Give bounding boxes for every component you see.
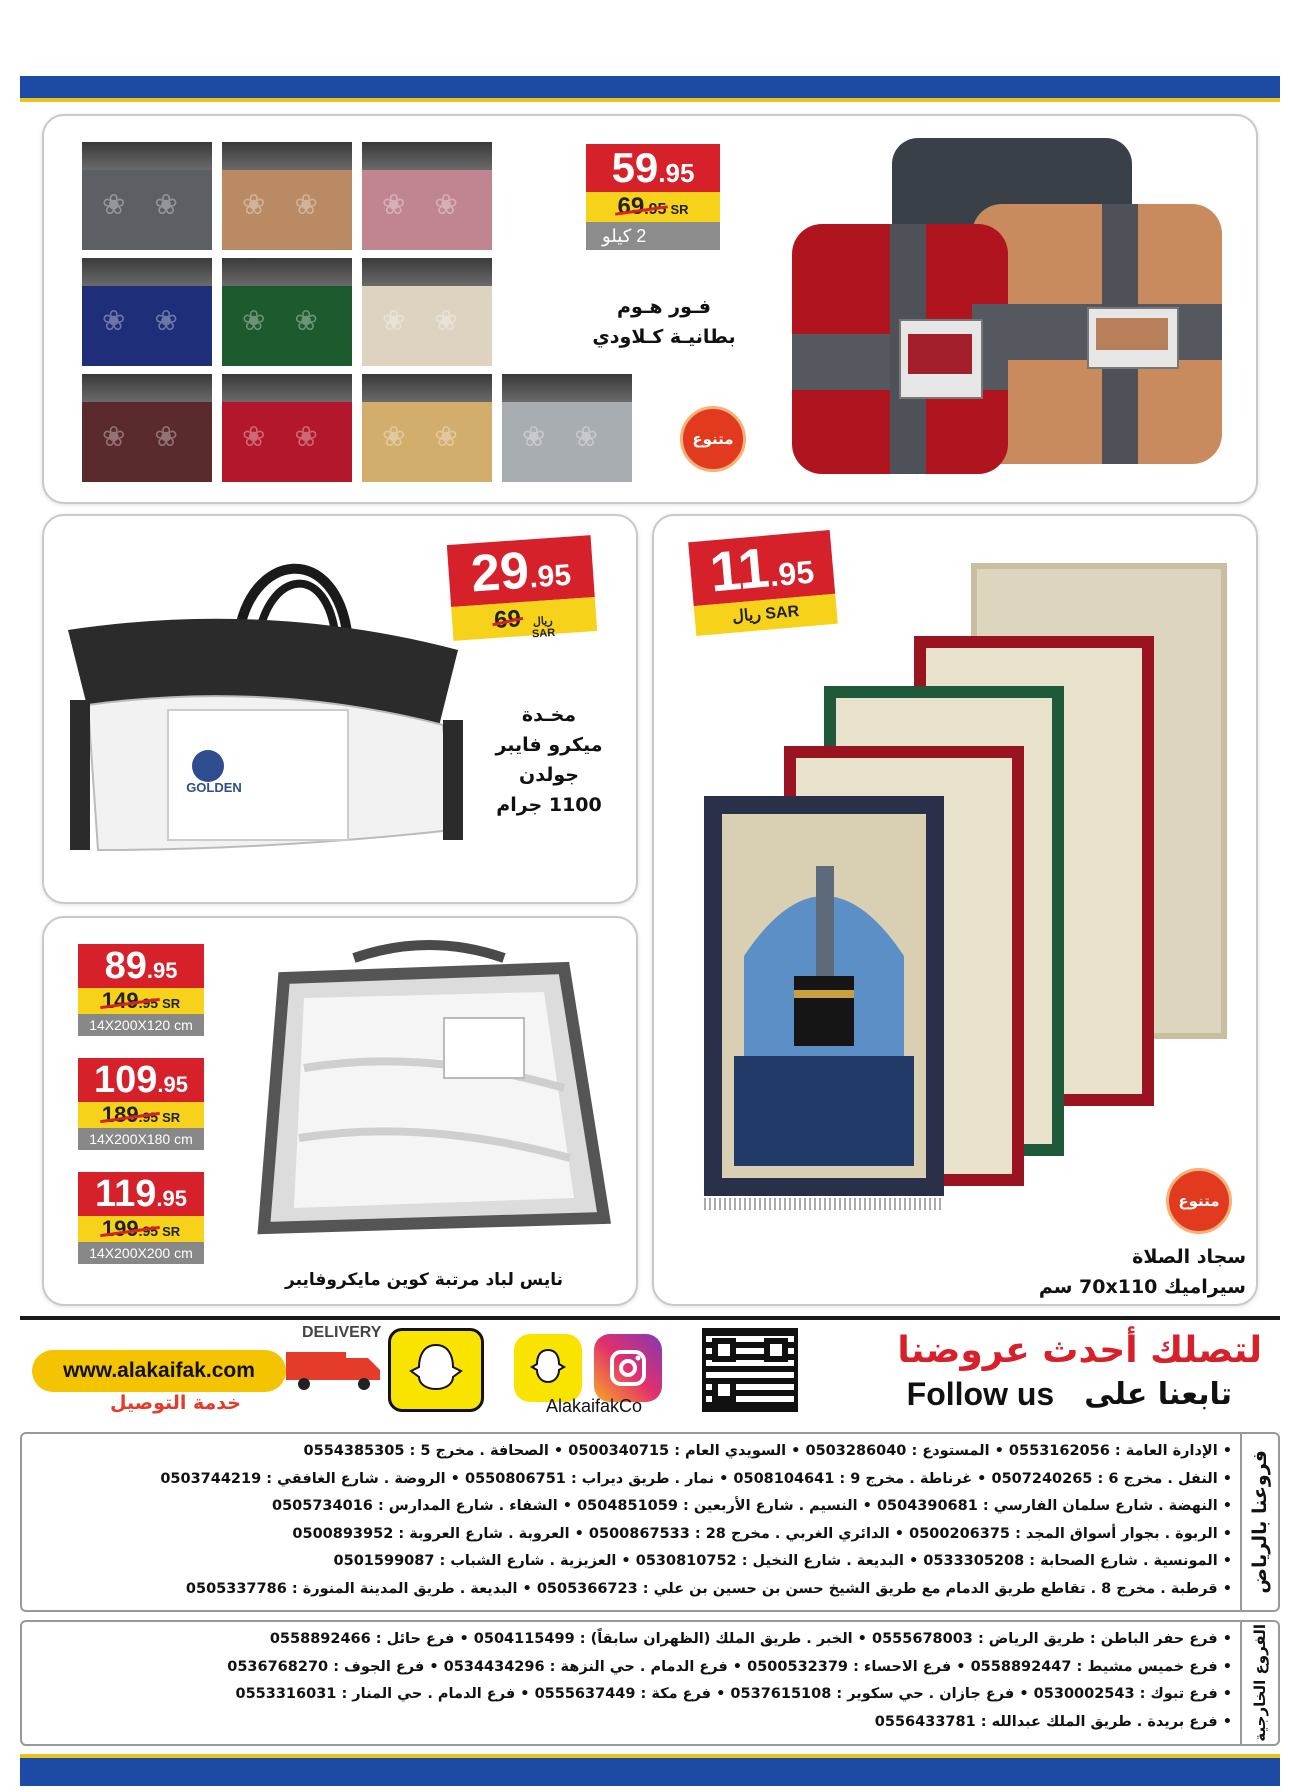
branch-line: • المونسية . شارع الصحابة : 0533305208 • البديعة . شارع النخيل : 0530810752 • العزيزية . شارع الشباب : 0501599087 xyxy=(333,1553,1232,1569)
pillow-product-name: مخـدة ميكرو فايبر جولدن 1100 جرام xyxy=(495,704,603,816)
prayer-rug-currency: ريال SAR xyxy=(694,594,838,636)
branch-line: • فرع تبوك : 0530002543 • فرع جازان . حي سكوير : 0537615108 • فرع مكة : 0555637449 • فرع الدمام . حي المنار : 0553316031 xyxy=(235,1686,1232,1702)
delivery-label-en: DELIVERY xyxy=(302,1324,382,1341)
mattress-size-1: 14X200X120 cm xyxy=(78,1014,204,1036)
external-branches-title: الفروع الخارجية xyxy=(1251,1624,1269,1742)
snapchat-qr-icon[interactable] xyxy=(388,1328,484,1412)
riyadh-branches-title-box xyxy=(1240,1434,1278,1610)
prayer-rug-current-price: 11 .95 xyxy=(688,530,835,606)
riyadh-branches-list xyxy=(32,1438,1232,1603)
prayer-rug-product-image xyxy=(674,536,1234,1226)
mattress-product-name: نايس لباد مرتبة كوين مايكروفايبر xyxy=(285,1270,563,1290)
website-pill[interactable] xyxy=(32,1350,286,1392)
follow-us-en: Follow us xyxy=(906,1376,1055,1412)
mattress-old-price-1: 149.95 SR xyxy=(78,988,204,1014)
branch-line: • قرطبة . مخرج 8 . تقاطع طريق الدمام مع طريق الشيخ حسن بن حسين بن علي : 0505366723 • البديعة . طريق المدينة المنورة : 0505337786 xyxy=(185,1580,1232,1597)
swatch-green xyxy=(220,256,354,368)
swatch-red xyxy=(220,372,354,484)
mattress-current-price-1: 89 .95 xyxy=(78,944,204,988)
swatch-gold xyxy=(360,372,494,484)
contact-strip xyxy=(20,1316,1280,1416)
branch-line: • الربوة . بجوار أسواق المجد : 0500206375 • الدائري الغربي . مخرج 28 : 0500867533 • العروبة . شارع العروبة : 0500893952 xyxy=(292,1525,1232,1542)
branch-line: • فرع حفر الباطن : طريق الرياض : 0555678003 • الخبر . طريق الملك (الظهران سابقاً) : 0504115499 • فرع حائل : 0558892466 xyxy=(269,1631,1232,1647)
riyadh-branches-box xyxy=(20,1432,1280,1612)
swatch-maroon xyxy=(80,372,214,484)
swatch-camel xyxy=(220,140,354,252)
swatch-pink xyxy=(360,140,494,252)
follow-us-ar: تابعنا على xyxy=(1084,1377,1232,1412)
branches-section xyxy=(20,1432,1280,1750)
pillow-current-price: 29 .95 xyxy=(447,535,595,607)
branch-line: • الإدارة العامة : 0553162056 • المستودع : 0503286040 • السويدي العام : 0500340715 • الصحافة . مخرج 5 : 0554385305 xyxy=(303,1443,1232,1459)
swatch-grey xyxy=(80,140,214,252)
blanket-product-name: فـور هـوم بطانيـة كـلاودي xyxy=(592,296,736,348)
external-branches-box xyxy=(20,1620,1280,1746)
branch-line: • فرع خميس مشيط : 0558892447 • فرع الاحساء : 0500532379 • فرع الدمام . حي النزهة : 0534434296 • فرع الجوف : 0536768270 xyxy=(227,1658,1232,1675)
pillow-product-image xyxy=(58,530,478,890)
external-branches-list xyxy=(32,1626,1232,1736)
blanket-offer-panel xyxy=(42,114,1258,504)
swatch-silver xyxy=(500,372,634,484)
prayer-rug-variety-badge: متنوع xyxy=(1166,1168,1232,1234)
blanket-variety-badge: متنوع xyxy=(680,406,746,472)
prayer-rug-price-tag xyxy=(688,530,838,636)
mattress-current-price-3: 119 .95 xyxy=(78,1172,204,1216)
prayer-rug-product-name: سجاد الصلاة سيراميك 70x110 سم xyxy=(1038,1246,1246,1298)
pillow-offer-panel xyxy=(42,514,638,904)
delivery-label-ar: خدمة التوصيل xyxy=(110,1392,241,1414)
snapchat-icon[interactable] xyxy=(514,1334,582,1402)
mattress-size-2: 14X200X180 cm xyxy=(78,1128,204,1150)
mattress-current-price-2: 109 .95 xyxy=(78,1058,204,1102)
blanket-product-image xyxy=(792,124,1232,494)
mattress-old-price-3: 199.95 SR xyxy=(78,1216,204,1242)
mattress-product-image xyxy=(244,938,614,1248)
mattress-price-tag-3 xyxy=(78,1172,204,1264)
branch-line: • النهضة . شارع سلمان الفارسي : 0504390681 • النسيم . شارع الأربعين : 0504851059 • الشفاء . شارع المدارس : 0505734016 xyxy=(271,1498,1232,1514)
branch-line: • فرع بريدة . طريق الملك عبدالله : 0556433781 xyxy=(874,1713,1232,1730)
top-brand-band xyxy=(20,76,1280,102)
offers-headline: لتصلك أحدث عروضنا xyxy=(897,1330,1262,1371)
blanket-price-tag xyxy=(586,144,720,250)
branch-line: • النفل . مخرج 6 : 0507240265 • غرناطة . مخرج 9 : 0508104641 • نمار . طريق ديراب : 0550806751 • الروضة . شارع الغافقي : 0503744219 xyxy=(160,1470,1232,1487)
mattress-price-tag-2 xyxy=(78,1058,204,1150)
swatch-cream xyxy=(360,256,494,368)
mattress-offer-panel xyxy=(42,916,638,1306)
blanket-weight: 2 كيلو xyxy=(586,222,720,250)
prayer-rug-offer-panel xyxy=(652,514,1258,1306)
social-handle: AlakaifakCo xyxy=(545,1396,643,1416)
mattress-old-price-2: 189.95 SR xyxy=(78,1102,204,1128)
blanket-current-price: 59 .95 xyxy=(586,144,720,192)
follow-us-row xyxy=(907,1376,1232,1413)
instagram-icon[interactable] xyxy=(594,1334,662,1402)
blanket-old-price: 69.95 SR xyxy=(586,192,720,222)
pillow-price-tag xyxy=(447,535,597,641)
riyadh-branches-title: فروعنا بالرياض xyxy=(1249,1450,1271,1594)
mattress-size-3: 14X200X200 cm xyxy=(78,1242,204,1264)
delivery-truck-icon xyxy=(286,1344,382,1390)
swatch-navy xyxy=(80,256,214,368)
pillow-brand-text: GOLDEN xyxy=(186,780,242,795)
website-link[interactable]: www.alakaifak.com xyxy=(63,1359,255,1382)
bottom-brand-band xyxy=(20,1754,1280,1786)
pillow-old-price: 69 ريال SAR xyxy=(451,597,597,641)
qr-code-icon[interactable] xyxy=(702,1328,798,1412)
external-branches-title-box xyxy=(1240,1622,1278,1744)
mattress-price-tag-1 xyxy=(78,944,204,1036)
